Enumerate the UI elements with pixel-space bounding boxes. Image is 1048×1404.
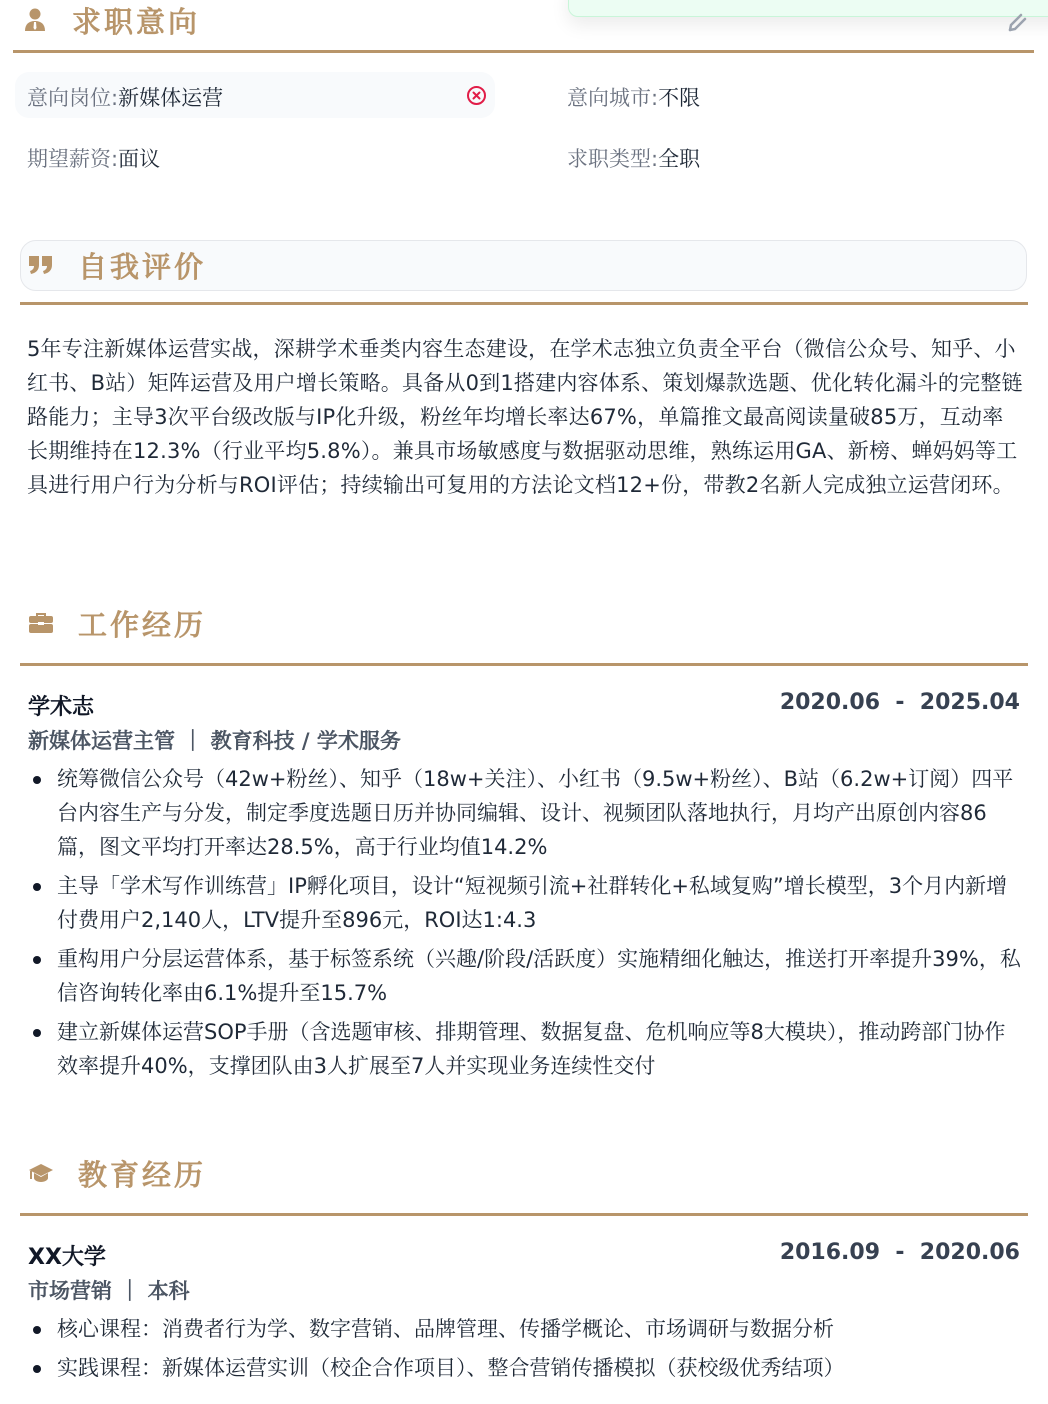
intent-field-position[interactable] [27, 82, 223, 112]
graduation-cap-icon [28, 1161, 54, 1185]
list-item: 重构用户分层运营体系，基于标签系统（兴趣/阶段/活跃度）实施精细化触达，推送打开率提升39%，私信咨询转化率由6.1%提升至15.7% [28, 942, 1024, 1010]
clear-field-icon[interactable] [466, 85, 487, 106]
school-name: XX大学 [28, 1245, 106, 1270]
intent-field-salary[interactable] [27, 143, 160, 173]
work-achievements-list [28, 762, 1024, 1088]
section-title: 教育经历 [78, 1157, 207, 1192]
list-item: 统筹微信公众号（42w+粉丝）、知乎（18w+关注）、小红书（9.5w+粉丝）、B站（6.2w+订阅）四平台内容生产与分发，制定季度选题日历并协同编辑、设计、视频团队落地执行，月均产出原创内容86篇，图文平均打开率达28.5%，高于行业均值14.2% [28, 762, 1024, 864]
education-dates: 2016.09 - 2020.06 [779, 1240, 1020, 1265]
field-label: 期望薪资: [27, 147, 119, 171]
section-header-job-intent [14, 0, 200, 45]
major-degree: 市场营销 ｜ 本科 [28, 1279, 190, 1303]
section-header-work-experience [20, 598, 206, 648]
quote-icon [28, 253, 54, 277]
toast-notification [568, 0, 1048, 17]
field-label: 求职类型: [567, 147, 659, 171]
list-item: 主导「学术写作训练营」IP孵化项目，设计“短视频引流+社群转化+私域复购”增长模型，3个月内新增付费用户2,140人，LTV提升至896元，ROI达1:4.3 [28, 869, 1024, 937]
field-value: 不限 [658, 86, 701, 110]
section-divider [20, 1213, 1028, 1216]
job-role: 新媒体运营主管 ｜ 教育科技 / 学术服务 [28, 729, 401, 753]
list-item: 建立新媒体运营SOP手册（含选题审核、排期管理、数据复盘、危机响应等8大模块），推动跨部门协作效率提升40%，支撑团队由3人扩展至7人并实现业务连续性交付 [28, 1015, 1024, 1083]
section-divider [20, 302, 1028, 305]
field-label: 意向城市: [567, 86, 659, 110]
intent-field-job-type[interactable] [567, 143, 700, 173]
company-name: 学术志 [28, 695, 95, 720]
section-divider [20, 663, 1028, 666]
section-header-self-evaluation [20, 240, 206, 290]
section-title: 工作经历 [78, 607, 207, 642]
field-value: 新媒体运营 [118, 86, 224, 110]
section-header-education [20, 1148, 206, 1198]
employment-dates: 2020.06 - 2025.04 [779, 690, 1020, 715]
list-item: 实践课程：新媒体运营实训（校企合作项目）、整合营销传播模拟（获校级优秀结项） [28, 1351, 1024, 1385]
field-label: 意向岗位: [27, 86, 119, 110]
field-value: 面议 [118, 147, 161, 171]
field-value: 全职 [658, 147, 701, 171]
education-courses-list [28, 1312, 1024, 1390]
section-title: 自我评价 [78, 249, 207, 284]
list-item: 核心课程：消费者行为学、数字营销、品牌管理、传播学概论、市场调研与数据分析 [28, 1312, 1024, 1346]
self-evaluation-text: 5年专注新媒体运营实战，深耕学术垂类内容生态建设，在学术志独立负责全平台（微信公众号、知乎、小红书、B站）矩阵运营及用户增长策略。具备从0到1搭建内容体系、策划爆款选题、优化转化漏斗的完整链路能力；主导3次平台级改版与IP化升级，粉丝年均增长率达67%，单篇推文最高阅读量破85万，互动率长期维持在12.3%（行业平均5.8%）。兼具市场敏感度与数据驱动思维，熟练运用GA、新榜、蝉妈妈等工具进行用户行为分析与ROI评估；持续输出可复用的方法论文档12+份，带教2名新人完成独立运营闭环。 [27, 337, 1023, 497]
section-title: 求职意向 [72, 4, 201, 39]
edit-pencil-icon[interactable] [1006, 10, 1028, 32]
user-tie-icon [22, 8, 48, 32]
intent-field-city[interactable] [567, 82, 700, 112]
section-divider [13, 50, 1034, 53]
briefcase-icon [28, 611, 54, 635]
